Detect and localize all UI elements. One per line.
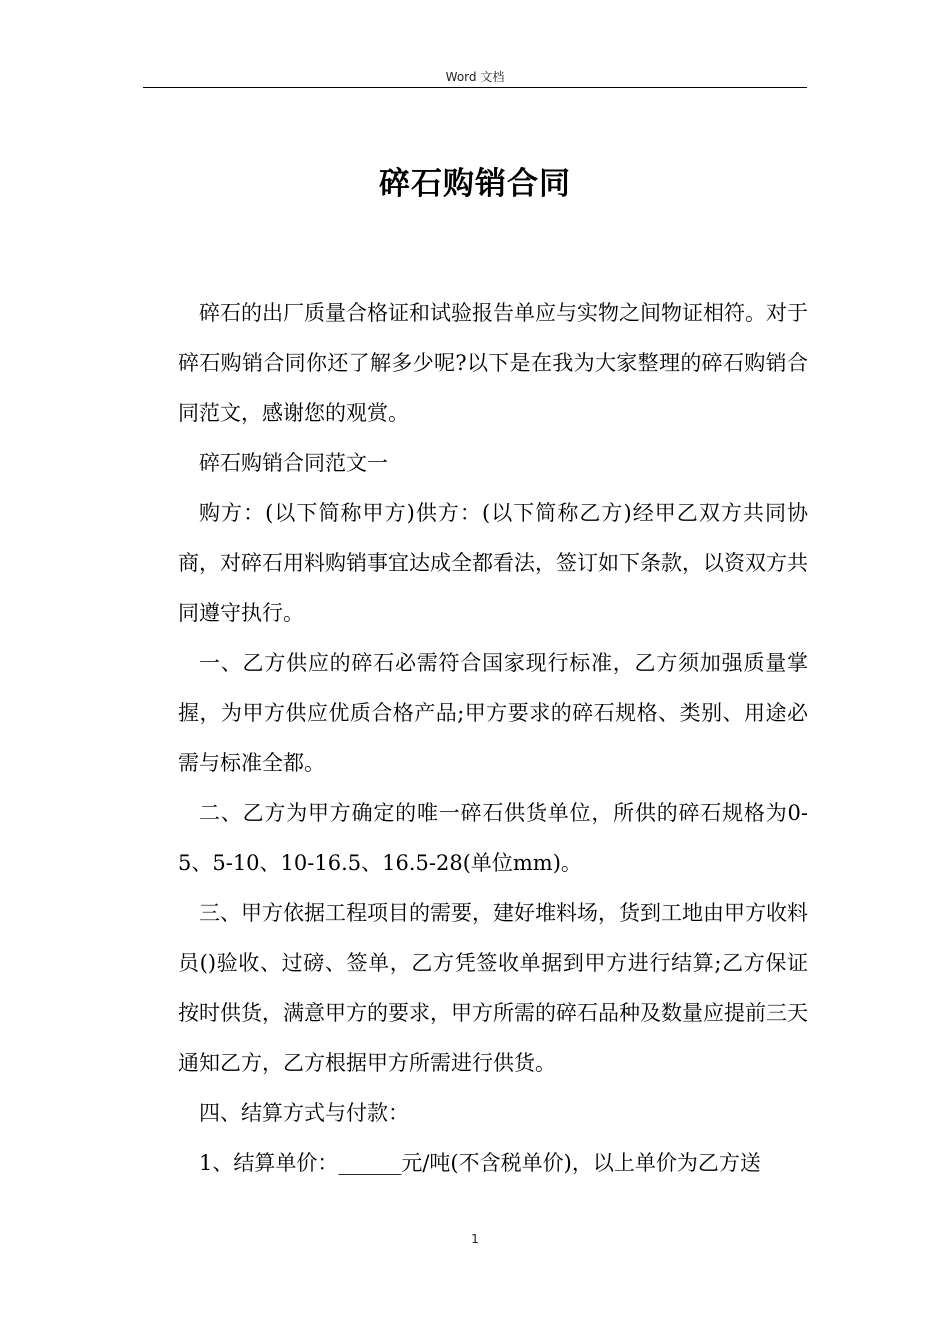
paragraph-clause-4-heading: 四、结算方式与付款： [199, 1101, 409, 1125]
document-title: 碎石购销合同 [379, 166, 571, 202]
paragraph-clause-1: 一、乙方供应的碎石必需符合国家现行标准，乙方须加强质量掌握，为甲方供应优质合格产品;甲方要求的碎石规格、类别、用途必需与标准全都。 [178, 651, 808, 775]
header-divider [143, 87, 807, 88]
paragraph-parties: 购方：(以下简称甲方)供方：(以下简称乙方)经甲乙双方共同协商，对碎石用料购销事宜达成全都看法，签订如下条款，以资双方共同遵守执行。 [178, 501, 808, 625]
document-body [178, 288, 808, 1188]
paragraph-sample-heading: 碎石购销合同范文一 [199, 451, 388, 475]
paragraph-intro: 碎石的出厂质量合格证和试验报告单应与实物之间物证相符。对于碎石购销合同你还了解多少呢?以下是在我为大家整理的碎石购销合同范文，感谢您的观赏。 [178, 301, 808, 425]
paragraph-clause-4-item-1: 1、结算单价：______元/吨(不含税单价)，以上单价为乙方送 [199, 1151, 761, 1175]
page-number: 1 [471, 1232, 479, 1246]
paragraph-clause-2: 二、乙方为甲方确定的唯一碎石供货单位，所供的碎石规格为0-5、5-10、10-16.5、16.5-28(单位mm)。 [178, 801, 808, 875]
page-header-label: Word 文档 [445, 70, 505, 84]
paragraph-clause-3: 三、甲方依据工程项目的需要，建好堆料场，货到工地由甲方收料员()验收、过磅、签单，乙方凭签收单据到甲方进行结算;乙方保证按时供货，满意甲方的要求，甲方所需的碎石品种及数量应提前三天通知乙方，乙方根据甲方所需进行供货。 [178, 901, 808, 1075]
